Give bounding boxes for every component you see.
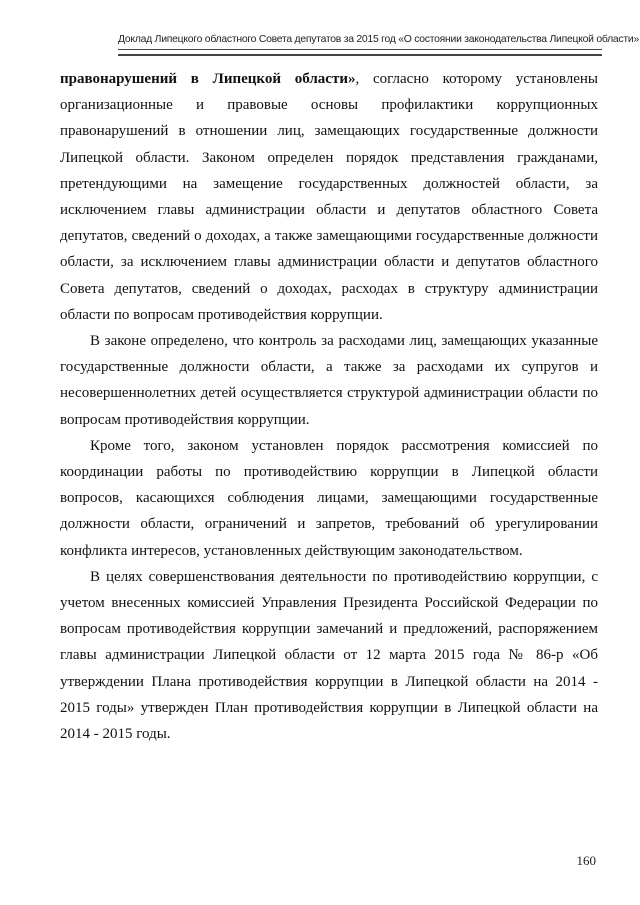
page-number: 160 <box>576 853 596 868</box>
law-title-fragment: правонарушений в Липецкой области» <box>60 71 356 87</box>
paragraph-2: В законе определено, что контроль за расходами лиц, замещающих указанные государственные должности области, а также за расходами их супругов и несовершеннолетних детей осуществляется структурой администрации области по вопросам противодействия коррупции. <box>60 333 598 428</box>
paragraph-1-text: , согласно которому установлены организационные и правовые основы профилактики коррупционных правонарушений в отношении лиц, замещающих государственные должности Липецкой области. Законом определен порядок представления гражданами, претендующими на замещение государственных должностей области, за исключением главы администрации области и депутатов областного Совета депутатов, сведений о доходах, а также замещающими государственные должности области, за исключением главы администрации области и депутатов областного Совета депутатов, сведений о доходах, расходах в структуру администрации области по вопросам противодействия коррупции. <box>60 71 598 323</box>
paragraph-3: Кроме того, законом установлен порядок рассмотрения комиссией по координации работы по противодействию коррупции в Липецкой области вопросов, касающихся соблюдения лицами, замещающими государственные должности области, ограничений и запретов, требований об урегулировании конфликта интересов, установленных действующим законодательством. <box>60 437 598 559</box>
paragraph-4: В целях совершенствования деятельности по противодействию коррупции, с учетом внесенных комиссией Управления Президента Российской Федерации по вопросам противодействия коррупции замечаний и предложений, распоряжением главы администрации Липецкой области от 12 марта 2015 года № 86-р «Об утверждении Плана противодействия коррупции в Липецкой области на 2014 - 2015 годы» утвержден План противодействия коррупции в Липецкой области на 2014 - 2015 годы. <box>60 568 598 743</box>
running-header: Доклад Липецкого областного Совета депутатов за 2015 год «О состоянии законодательства Липецкой области» <box>118 34 639 45</box>
paragraph-1 <box>60 66 598 328</box>
document-body <box>60 66 598 747</box>
header-rule <box>118 49 602 56</box>
